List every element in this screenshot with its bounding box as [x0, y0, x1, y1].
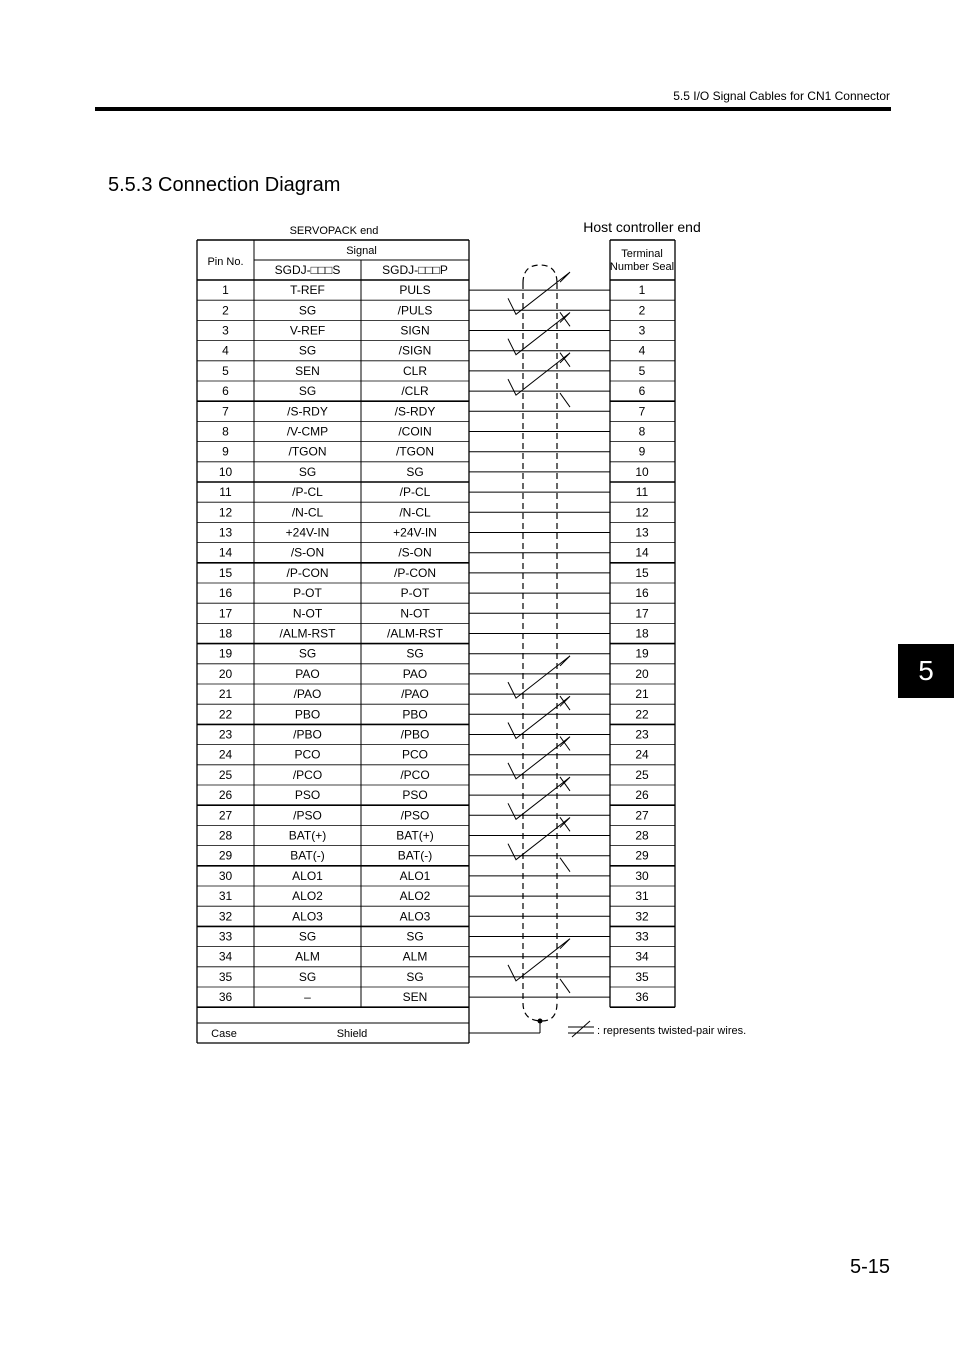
- pin-number: 8: [222, 424, 229, 439]
- host-controller-end-label: Host controller end: [583, 219, 701, 235]
- pin-number: 27: [218, 808, 233, 823]
- legend-text: : represents twisted-pair wires.: [597, 1025, 747, 1037]
- host-terminal-number: 25: [635, 767, 649, 782]
- signal-s: ALO1: [292, 868, 323, 883]
- signal-p: PULS: [399, 283, 431, 298]
- signal-p: CLR: [402, 363, 428, 378]
- header-sgdj-p: SGDJ-□□□P: [382, 263, 448, 277]
- pin-number: 14: [218, 545, 233, 560]
- host-terminal-number: 19: [635, 646, 649, 661]
- host-terminal-number: 5: [638, 363, 646, 378]
- host-terminal-number: 18: [635, 626, 649, 641]
- pin-number: 20: [218, 666, 233, 681]
- host-terminal-table: [610, 240, 675, 1007]
- signal-p: /PCO: [400, 767, 430, 782]
- host-terminal-number: 33: [635, 929, 649, 944]
- host-terminal-number: 15: [635, 565, 649, 580]
- pin-number: 2: [222, 303, 229, 318]
- signal-s: /ALM-RST: [279, 626, 336, 641]
- host-terminal-number: 17: [635, 606, 649, 621]
- host-terminal-number: 23: [635, 727, 649, 742]
- pin-number: 22: [218, 707, 233, 722]
- signal-s: /N-CL: [291, 505, 324, 520]
- legend: [568, 1021, 746, 1037]
- signal-p: SEN: [402, 990, 428, 1005]
- signal-p: SG: [406, 929, 424, 944]
- signal-s: SG: [298, 929, 317, 944]
- host-terminal-number: 1: [638, 283, 646, 298]
- signal-p: ALO3: [399, 909, 431, 924]
- host-terminal-number: 27: [635, 808, 649, 823]
- signal-s: /TGON: [288, 444, 327, 459]
- signal-p: SG: [406, 646, 424, 661]
- host-terminal-number: 13: [635, 525, 649, 540]
- signal-s: SG: [298, 969, 317, 984]
- host-terminal-number: 3: [638, 323, 646, 338]
- signal-s: P-OT: [293, 586, 322, 601]
- pin-number: 1: [222, 283, 229, 298]
- pin-number: 15: [218, 565, 233, 580]
- host-terminal-number: 32: [635, 909, 649, 924]
- host-terminal-number: 9: [638, 444, 646, 459]
- pin-number: 33: [218, 929, 233, 944]
- signal-p: N-OT: [400, 606, 430, 621]
- header-pin-no: Pin No.: [207, 256, 244, 268]
- servopack-end-label: SERVOPACK end: [289, 225, 379, 237]
- signal-s: PAO: [295, 666, 320, 681]
- signal-s: /P-CON: [286, 565, 329, 580]
- pin-number: 34: [218, 949, 233, 964]
- signal-s: /S-ON: [290, 545, 325, 560]
- signal-s: /PAO: [293, 687, 322, 702]
- host-terminal-number: 8: [638, 424, 646, 439]
- host-terminal-number: 24: [635, 747, 649, 762]
- signal-p: /SIGN: [398, 343, 432, 358]
- signal-p: /PSO: [400, 808, 430, 823]
- twisted-pair-mark: [508, 818, 570, 872]
- twisted-pair-mark: [508, 777, 570, 831]
- twisted-pair-mark: [508, 939, 570, 993]
- host-terminal-number: 35: [635, 969, 649, 984]
- pin-number: 16: [218, 586, 233, 601]
- shield-bottom: [523, 1003, 557, 1021]
- twisted-pair-mark: [508, 737, 570, 791]
- signal-s: +24V-IN: [285, 525, 330, 540]
- pin-number: 29: [218, 848, 233, 863]
- header-signal: Signal: [346, 245, 377, 257]
- servopack-table: [197, 240, 469, 1043]
- signal-p: /N-CL: [399, 505, 431, 520]
- pin-number: 5: [222, 363, 229, 378]
- pin-number: 10: [218, 464, 233, 479]
- signal-p: PSO: [402, 788, 428, 803]
- wiring: [469, 265, 610, 1033]
- signal-s: /PBO: [293, 727, 322, 742]
- signal-s: SG: [298, 343, 317, 358]
- host-terminal-number: 2: [638, 303, 646, 318]
- twisted-pair-mark: [508, 313, 570, 367]
- pin-number: 35: [218, 969, 233, 984]
- signal-p: /S-RDY: [394, 404, 436, 419]
- signal-p: /S-ON: [398, 545, 432, 560]
- host-terminal-number: 31: [635, 889, 649, 904]
- host-terminal-number: 20: [635, 666, 649, 681]
- signal-p: PBO: [402, 707, 428, 722]
- pin-number: 32: [218, 909, 233, 924]
- signal-s: SG: [298, 303, 317, 318]
- signal-p: BAT(+): [396, 828, 434, 843]
- pin-number: 23: [218, 727, 233, 742]
- signal-s: /S-RDY: [287, 404, 328, 419]
- pin-number: 30: [218, 868, 233, 883]
- signal-s: V-REF: [289, 323, 326, 338]
- signal-s: T-REF: [290, 283, 325, 298]
- signal-p: P-OT: [400, 586, 430, 601]
- signal-p: /COIN: [398, 424, 432, 439]
- signal-p: /CLR: [401, 384, 429, 399]
- signal-s: /PSO: [293, 808, 322, 823]
- signal-p: /P-CL: [399, 485, 431, 500]
- signal-p: /TGON: [396, 444, 434, 459]
- host-terminal-number: 21: [635, 687, 649, 702]
- pin-number: 31: [218, 889, 233, 904]
- signal-s: PBO: [294, 707, 321, 722]
- host-terminal-number: 4: [638, 343, 646, 358]
- signal-s: SG: [298, 646, 317, 661]
- signal-p: ALO1: [399, 868, 431, 883]
- twisted-pair-mark: [508, 656, 570, 710]
- signal-s: ALO2: [292, 889, 323, 904]
- pin-number: 12: [218, 505, 233, 520]
- running-header: 5.5 I/O Signal Cables for CN1 Connector: [673, 89, 890, 103]
- signal-p: PAO: [402, 666, 428, 681]
- host-terminal-number: 14: [635, 545, 649, 560]
- signal-s: SG: [298, 464, 317, 479]
- host-header-line2: Number Seal: [609, 261, 675, 273]
- host-terminal-number: 7: [638, 404, 646, 419]
- host-terminal-number: 26: [635, 788, 649, 803]
- signal-p: /PBO: [400, 727, 430, 742]
- pin-number: 24: [218, 747, 233, 762]
- signal-p: +24V-IN: [393, 525, 437, 540]
- signal-p: BAT(-): [397, 848, 433, 863]
- signal-p: /PULS: [397, 303, 433, 318]
- signal-p: /PAO: [401, 687, 429, 702]
- signal-s: BAT(-): [290, 848, 325, 863]
- host-terminal-number: 34: [635, 949, 649, 964]
- twisted-pair-mark: [508, 696, 570, 750]
- pin-number: 9: [222, 444, 229, 459]
- signal-p: /P-CON: [394, 565, 436, 580]
- host-header-line1: Terminal: [621, 248, 663, 260]
- pin-number: 28: [218, 828, 233, 843]
- signal-s: PSO: [294, 788, 321, 803]
- host-terminal-number: 12: [635, 505, 649, 520]
- pin-number: 25: [218, 767, 233, 782]
- signal-p: SG: [406, 464, 424, 479]
- chapter-tab: 5: [898, 644, 954, 698]
- signal-s: ALM: [295, 949, 320, 964]
- pin-number: 19: [218, 646, 233, 661]
- host-terminal-number: 10: [635, 464, 649, 479]
- host-terminal-number: 11: [635, 485, 649, 500]
- signal-p: PCO: [401, 747, 429, 762]
- pin-number: 36: [218, 990, 233, 1005]
- signal-s: BAT(+): [288, 828, 327, 843]
- host-terminal-number: 16: [635, 586, 649, 601]
- pin-number: 4: [222, 343, 229, 358]
- host-terminal-number: 28: [635, 828, 649, 843]
- signal-s: –: [304, 990, 311, 1005]
- host-terminal-number: 36: [635, 990, 649, 1005]
- pin-number: 3: [222, 323, 229, 338]
- signal-p: ALM: [402, 949, 428, 964]
- signal-s: /PCO: [292, 767, 323, 782]
- shield-top: [523, 265, 557, 283]
- case-label: Case: [211, 1028, 237, 1040]
- host-terminal-number: 6: [638, 384, 646, 399]
- pin-number: 26: [218, 788, 233, 803]
- pin-number: 21: [218, 687, 233, 702]
- section-title: 5.5.3 Connection Diagram: [108, 174, 341, 196]
- signal-s: /P-CL: [292, 485, 323, 500]
- host-terminal-number: 30: [635, 868, 649, 883]
- signal-s: SG: [298, 384, 317, 399]
- signal-p: /ALM-RST: [386, 626, 444, 641]
- pin-number: 13: [218, 525, 233, 540]
- legend-twist-mark: [572, 1021, 590, 1037]
- pin-number: 7: [222, 404, 229, 419]
- pin-number: 17: [218, 606, 233, 621]
- signal-s: /V-CMP: [286, 424, 329, 439]
- pin-number: 6: [222, 384, 229, 399]
- signal-p: SIGN: [400, 323, 430, 338]
- host-terminal-number: 29: [635, 848, 649, 863]
- signal-p: ALO2: [399, 889, 431, 904]
- page-number: 5-15: [849, 1256, 890, 1278]
- signal-s: SEN: [295, 363, 320, 378]
- host-terminal-number: 22: [635, 707, 649, 722]
- signal-p: SG: [406, 969, 424, 984]
- twisted-pair-mark: [508, 272, 570, 326]
- signal-s: ALO3: [292, 909, 323, 924]
- pin-number: 11: [219, 485, 232, 500]
- signal-s: PCO: [294, 747, 321, 762]
- signal-s: N-OT: [292, 606, 323, 621]
- twisted-pair-mark: [508, 353, 570, 407]
- header-sgdj-s: SGDJ-□□□S: [274, 263, 341, 277]
- pin-number: 18: [218, 626, 233, 641]
- shield-label: Shield: [336, 1028, 368, 1040]
